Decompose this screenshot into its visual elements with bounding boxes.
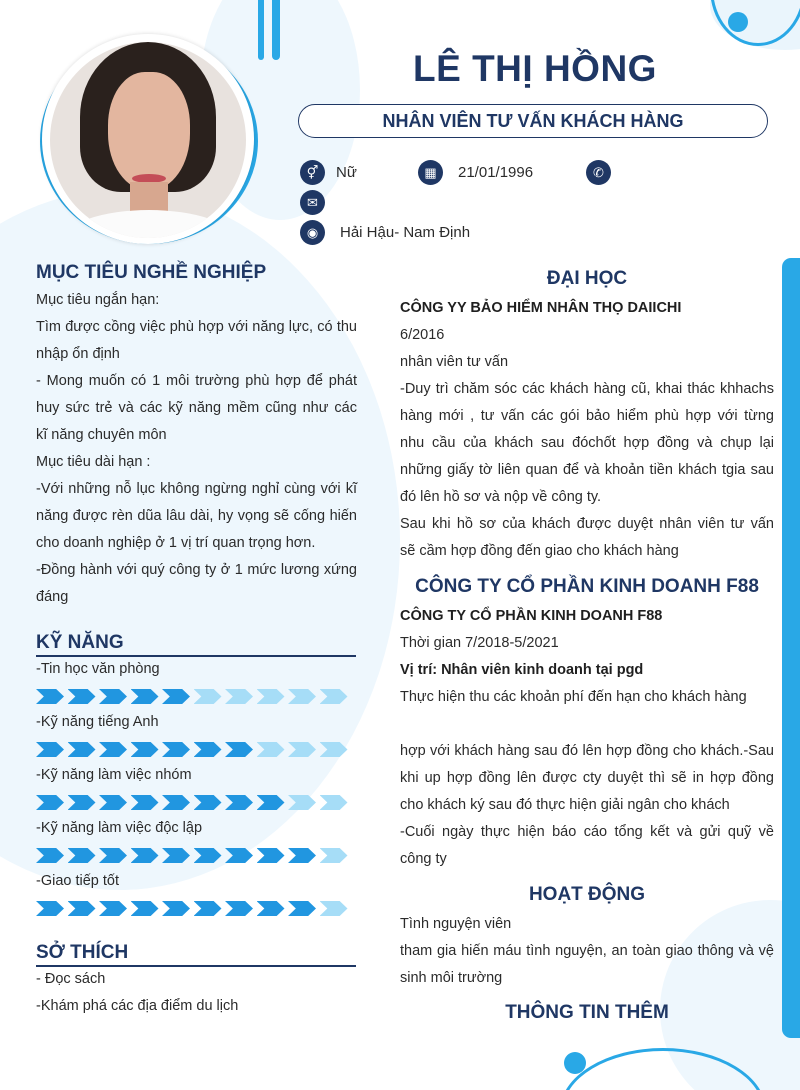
skill-level-chevron xyxy=(68,689,96,704)
skill-level-chevron xyxy=(131,689,159,704)
skill-label: -Tin học văn phòng xyxy=(36,661,160,677)
skill-level-chevron xyxy=(225,689,253,704)
objective-heading: MỤC TIÊU NGHỀ NGHIỆP xyxy=(36,262,267,283)
activities-heading: HOẠT ĐỘNG xyxy=(528,884,646,905)
skill-level-chevron xyxy=(257,848,285,863)
email-icon: ✉ xyxy=(300,190,325,215)
hobby-item: - Đọc sách xyxy=(36,971,106,987)
skill-level-chevron xyxy=(36,848,64,863)
skill-level-chevron xyxy=(99,901,127,916)
gender-icon: ⚥ xyxy=(300,160,325,185)
extra-info-heading: THÔNG TIN THÊM xyxy=(505,1002,669,1023)
skill-level-chevron xyxy=(131,795,159,810)
hobbies-divider xyxy=(36,965,356,967)
skill-level-chevron xyxy=(225,901,253,916)
objective-line: -Đồng hành với quý công ty ở 1 mức lương xứng xyxy=(36,562,357,578)
education-heading: ĐẠI HỌC xyxy=(546,268,628,289)
skills-divider xyxy=(36,655,356,657)
education-line: đó lên hồ sơ và nộp về công ty. xyxy=(400,489,602,505)
objective-line: Mục tiêu dài hạn : xyxy=(36,454,151,470)
education-line: sẽ cầm hợp đồng đến giao cho khách hàng xyxy=(400,543,679,559)
education-line: Sau khi hồ sơ của khách được duyệt nhân viên tư vấn xyxy=(400,516,774,532)
objective-line: -Với những nỗ lục không ngừng nghỉ cùng với kĩ xyxy=(36,481,357,497)
skill-level-chevron xyxy=(68,848,96,863)
skills-heading: KỸ NĂNG xyxy=(36,632,124,653)
skill-level-chevron xyxy=(288,689,316,704)
education-line: những giấy tờ liên quan để và khoản tiền khách tgia sau xyxy=(400,462,774,478)
skill-level-chevron xyxy=(194,742,222,757)
skill-label: -Kỹ năng làm việc độc lập xyxy=(36,820,203,836)
job-title: NHÂN VIÊN TƯ VẤN KHÁCH HÀNG xyxy=(298,104,768,138)
experience-line: khi up hợp đồng lên được cty duyệt thì sẽ in hợp đồng xyxy=(400,770,774,786)
skill-level-chevron xyxy=(131,742,159,757)
objective-line: đáng xyxy=(36,589,69,605)
skill-label: -Kỹ năng làm việc nhóm xyxy=(36,767,192,783)
education-line: hàng mới , tư vấn các gói bảo hiểm phù hợp với từng xyxy=(400,408,774,424)
skill-level-chevron xyxy=(225,848,253,863)
decor-bar xyxy=(272,0,280,60)
skill-label: -Giao tiếp tốt xyxy=(36,873,120,889)
experience-line: công ty xyxy=(400,851,447,867)
experience-period: Thời gian 7/2018-5/2021 xyxy=(400,635,559,651)
skill-level-chevron xyxy=(68,742,96,757)
skill-level-chevron xyxy=(131,848,159,863)
decor-dot xyxy=(564,1052,586,1074)
skill-level-chevron xyxy=(162,689,190,704)
skill-level-chevron xyxy=(162,742,190,757)
skill-meter xyxy=(36,901,356,917)
skill-level-chevron xyxy=(288,795,316,810)
activity-line: tham gia hiến máu tình nguyện, an toàn giao thông và vệ xyxy=(400,943,774,959)
skill-label: -Kỹ năng tiếng Anh xyxy=(36,714,159,730)
skill-level-chevron xyxy=(320,742,348,757)
skill-level-chevron xyxy=(257,742,285,757)
objective-line: cho doanh nghiệp ở 1 vị trí quan trọng hơn. xyxy=(36,535,316,551)
avatar-photo xyxy=(50,42,246,238)
skill-level-chevron xyxy=(288,742,316,757)
objective-line: huy sức trẻ và các kỹ năng mềm cũng như các xyxy=(36,400,357,416)
skill-level-chevron xyxy=(320,795,348,810)
skill-meter xyxy=(36,848,356,864)
skill-level-chevron xyxy=(194,795,222,810)
skill-level-chevron xyxy=(131,901,159,916)
education-date: 6/2016 xyxy=(400,327,445,343)
experience-line: Thực hiện thu các khoản phí đến hạn cho khách hàng xyxy=(400,689,747,705)
education-line: -Duy trì chăm sóc các khách hàng cũ, khai thác khhachs xyxy=(400,381,774,397)
education-company: CÔNG YY BẢO HIỂM NHÂN THỌ DAIICHI xyxy=(400,300,682,316)
objective-line: Tìm được cồng việc phù hợp với năng lực, có thu xyxy=(36,319,357,335)
skill-level-chevron xyxy=(257,689,285,704)
experience-company: CÔNG TY CỔ PHẦN KINH DOANH F88 xyxy=(400,608,663,624)
skill-level-chevron xyxy=(288,848,316,863)
skill-level-chevron xyxy=(36,901,64,916)
skill-level-chevron xyxy=(162,901,190,916)
experience-line: hợp với khách hàng sau đó lên hợp đồng cho khách.-Sau xyxy=(400,743,774,759)
skill-level-chevron xyxy=(99,689,127,704)
calendar-icon: ▦ xyxy=(418,160,443,185)
skill-level-chevron xyxy=(320,689,348,704)
skill-level-chevron xyxy=(99,795,127,810)
skill-level-chevron xyxy=(257,795,285,810)
skill-level-chevron xyxy=(257,901,285,916)
skill-level-chevron xyxy=(99,742,127,757)
skill-meter xyxy=(36,742,356,758)
education-line: nhu cầu của khách sau đóchốt hợp đồng và chụp lại xyxy=(400,435,774,451)
skill-level-chevron xyxy=(288,901,316,916)
experience-line: cho khách ký sau đó thực hiện giải ngân cho khách xyxy=(400,797,730,813)
hobby-item: -Khám phá các địa điểm du lịch xyxy=(36,998,239,1014)
experience-line: -Cuối ngày thực hiện báo cáo tổng kết và gửi quỹ về xyxy=(400,824,774,840)
decor-edge-bar xyxy=(782,258,800,1038)
skill-level-chevron xyxy=(68,795,96,810)
phone-icon: ✆ xyxy=(586,160,611,185)
hobbies-heading: SỞ THÍCH xyxy=(36,942,129,963)
objective-line: nhập ổn định xyxy=(36,346,120,362)
skill-level-chevron xyxy=(320,901,348,916)
birthday-value: 21/01/1996 xyxy=(458,164,534,181)
skill-level-chevron xyxy=(194,689,222,704)
activity-line: Tình nguyện viên xyxy=(400,916,512,932)
objective-line: kĩ năng chuyên môn xyxy=(36,427,167,443)
experience-role: Vị trí: Nhân viên kinh doanh tại pgd xyxy=(400,662,644,678)
skill-level-chevron xyxy=(194,901,222,916)
skill-level-chevron xyxy=(225,795,253,810)
skill-level-chevron xyxy=(162,795,190,810)
skill-level-chevron xyxy=(68,901,96,916)
skill-level-chevron xyxy=(320,848,348,863)
address-value: Hải Hậu- Nam Định xyxy=(340,224,471,241)
decor-dot xyxy=(728,12,748,32)
skill-level-chevron xyxy=(36,742,64,757)
skill-level-chevron xyxy=(162,848,190,863)
skill-level-chevron xyxy=(194,848,222,863)
skill-level-chevron xyxy=(99,848,127,863)
activity-line: sinh môi trường xyxy=(400,970,503,986)
objective-line: - Mong muốn có 1 môi trường phù hợp để phát xyxy=(36,373,357,389)
skill-level-chevron xyxy=(225,742,253,757)
skill-meter xyxy=(36,689,356,705)
education-role: nhân viên tư vấn xyxy=(400,354,509,370)
decor-bar xyxy=(258,0,264,60)
gender-value: Nữ xyxy=(336,164,357,181)
skill-level-chevron xyxy=(36,689,64,704)
skill-level-chevron xyxy=(36,795,64,810)
objective-line: Mục tiêu ngắn hạn: xyxy=(36,292,160,308)
skill-meter xyxy=(36,795,356,811)
location-icon: ◉ xyxy=(300,220,325,245)
objective-line: năng được rèn dũa lâu dài, hy vọng sẽ cống hiến xyxy=(36,508,357,524)
experience-heading: CÔNG TY CỔ PHẦN KINH DOANH F88 xyxy=(415,576,759,597)
candidate-name: LÊ THỊ HỒNG xyxy=(413,48,657,89)
